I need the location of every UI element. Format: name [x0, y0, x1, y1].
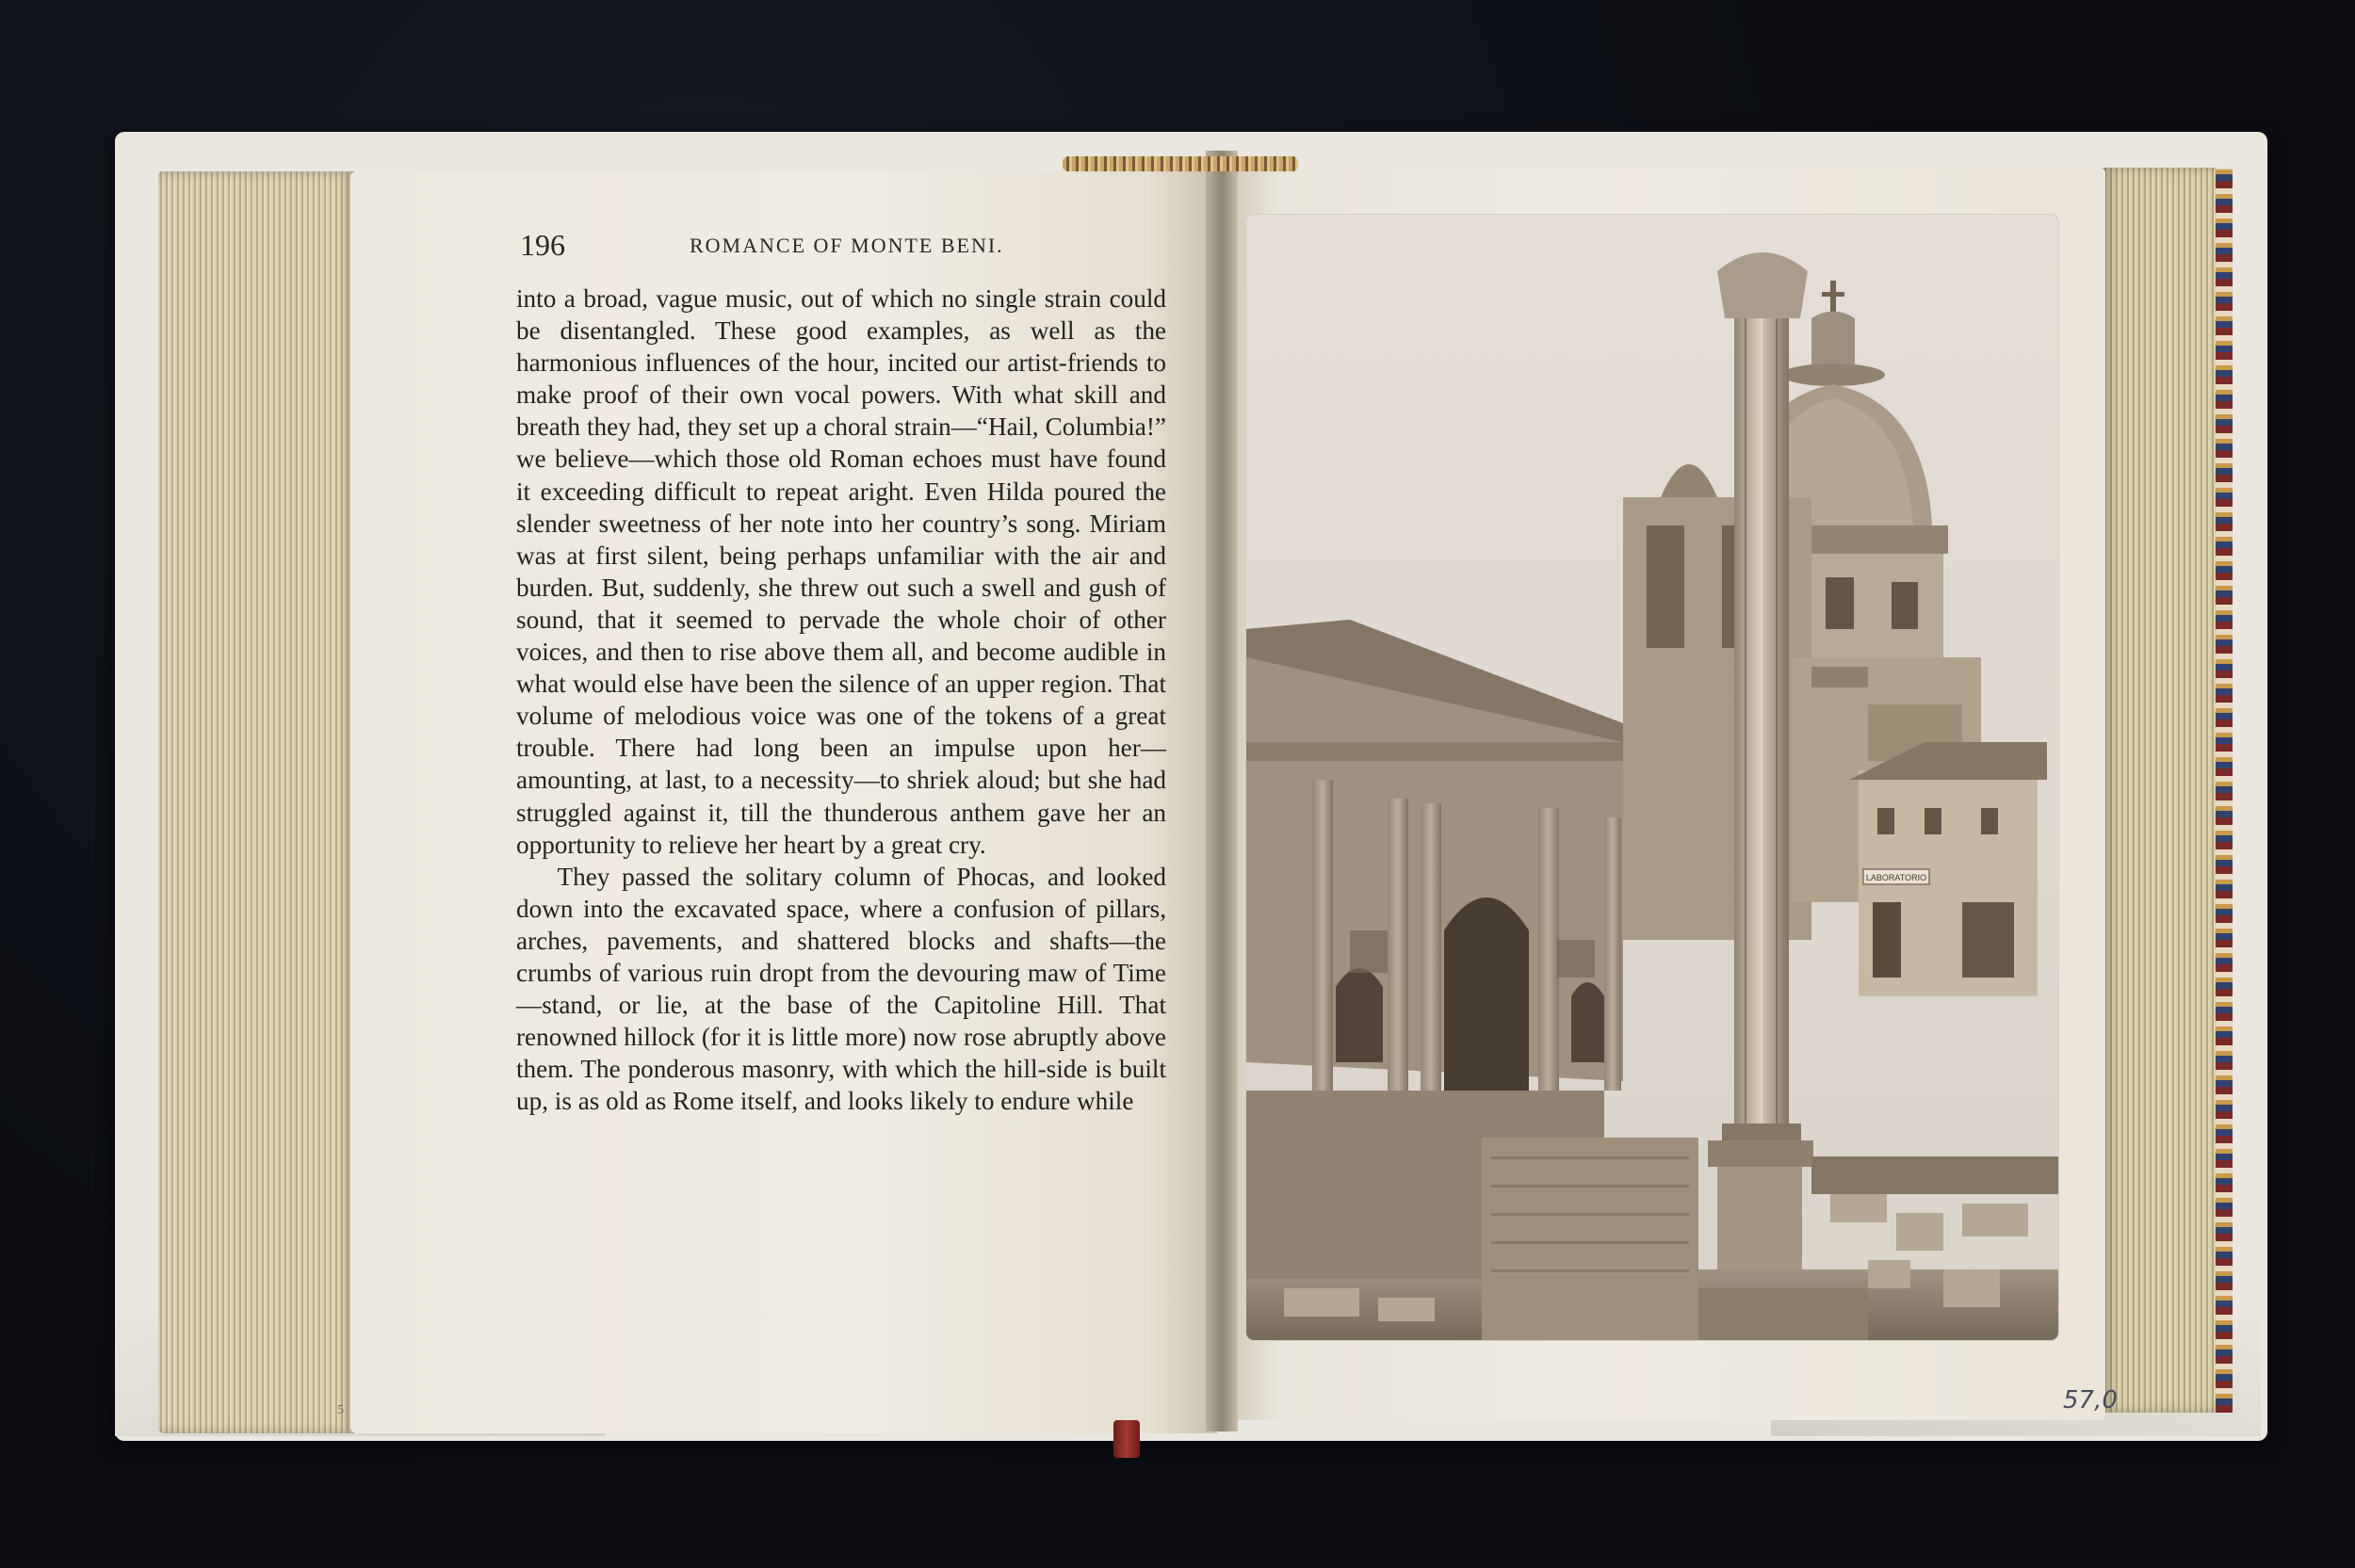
bookmark-ribbon[interactable] — [1113, 1420, 1140, 1458]
page-edges-right — [2103, 168, 2216, 1413]
headband — [1063, 156, 1298, 171]
paragraph-1: into a broad, vague music, out of which no single strain could be disentangled. These good examples, as well as the harmonious influences of the hour, incited our artist-friends to make proof of their own vocal powers. With what skill and breath they had, they set up a choral strain—“Hail, Columbia!” we believe—which those old Roman echoes must have found it exceeding difficult to repeat aright. Even Hilda poured the slender sweetness of her note into her country’s song. Miriam was at first silent, being perhaps unfamiliar with the air and burden. But, suddenly, she threw out such a swell and gush of sound, that it seemed to pervade the whole choir of other voices, and then to rise above them all, and become audible in what would else have been the silence of an upper region. That volume of melodious voice was one of the tokens of a great trouble. There had long been an impulse upon her—amounting, at last, to a necessity—to shriek aloud; but she had struggled against it, till the thunderous anthem gave her an opportunity to relieve her heart by a great cry. — [516, 284, 1166, 859]
page-number: 196 — [520, 228, 565, 262]
marbled-edge — [2216, 168, 2233, 1413]
page-body-text — [516, 283, 1166, 1117]
page-edges-left — [158, 171, 356, 1433]
corner-mark: 5 — [337, 1403, 344, 1417]
running-title: ROMANCE OF MONTE BENI. — [690, 234, 1004, 257]
paragraph-2: They passed the solitary column of Phocas, and looked down into the excavated space, where a confusion of pillars, arches, pavements, and shattered blocks and shafts—the crumbs of various ruin dropt from the devouring maw of Time—stand, or lie, at the base of the Capitoline Hill. That renowned hillock (for it is little more) now rose abruptly above them. The ponderous masonry, with which the hill-side is built up, is as old as Rome itself, and looks likely to endure while — [516, 862, 1166, 1116]
photograph-roman-forum-icon — [1246, 215, 2058, 1340]
handwritten-note: 57,0 — [2063, 1386, 2118, 1414]
book-gutter — [1206, 151, 1238, 1431]
running-head — [520, 228, 1170, 266]
shop-sign: LABORATORIO — [1865, 873, 1927, 882]
photograph-roman-forum — [1246, 215, 2058, 1340]
